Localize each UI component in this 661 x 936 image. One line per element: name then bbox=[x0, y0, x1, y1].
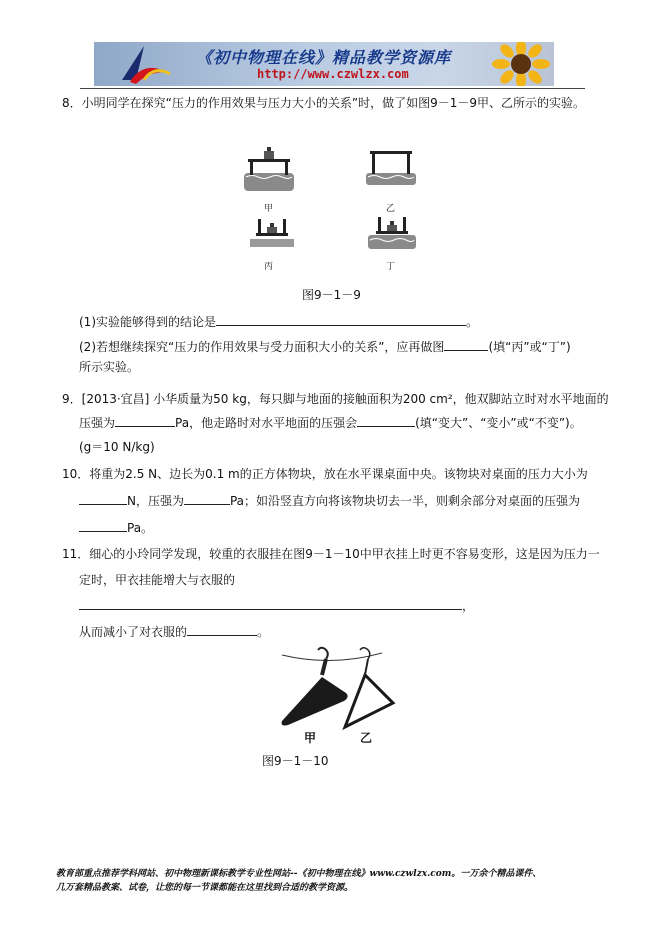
q11-line1: 11．细心的小玲同学发现，较重的衣服挂在图9－1－10中甲衣挂上时更不容易变形，这是因为压力一 bbox=[62, 547, 600, 561]
banner-title: 《初中物理在线》精品教学资源库 bbox=[196, 48, 452, 67]
q10-line2-b: Pa；如沿竖直方向将该物块切去一半，则剩余部分对桌面的压强为 bbox=[229, 494, 581, 508]
q8-part2-cont: 所示实验。 bbox=[79, 360, 140, 374]
header-divider bbox=[80, 88, 585, 89]
q9-line2-b: Pa，他走路时对水平地面的压强会 bbox=[175, 416, 358, 430]
fig-label-bing: 丙 bbox=[264, 262, 274, 272]
figure-caption-9-1-9: 图9－1－9 bbox=[302, 288, 361, 302]
figure-caption-9-1-10: 图9－1－10 bbox=[262, 754, 329, 768]
q11-line4-a: 从而减小了对衣服的 bbox=[79, 625, 188, 639]
apparatus-bing bbox=[250, 219, 294, 247]
q11-reason-blank[interactable] bbox=[79, 597, 462, 610]
banner-url[interactable]: http://www.czwlzx.com bbox=[257, 67, 409, 81]
fig-label-jia: 甲 bbox=[264, 204, 274, 214]
figure-9-1-10 bbox=[272, 645, 402, 745]
fig-label-yi: 乙 bbox=[386, 204, 396, 214]
apparatus-yi bbox=[366, 151, 416, 185]
q8-part2-answer-blank[interactable] bbox=[444, 338, 488, 351]
q10-line1: 10．将重为2.5 N、边长为0.1 m的正方体物块，放在水平课桌面中央。该物块对桌面的压力大小为 bbox=[62, 467, 588, 481]
q10-remaining-pressure-blank[interactable] bbox=[79, 519, 127, 532]
apparatus-jia bbox=[244, 147, 294, 191]
q9-line2-c: (填“变大”、“变小”或“不变”)。 bbox=[415, 416, 582, 430]
hanger-yi bbox=[345, 648, 393, 727]
q9-line3: (g＝10 N/kg) bbox=[79, 440, 155, 454]
fig-label-hanger-jia: 甲 bbox=[304, 731, 317, 745]
q11-effect-blank[interactable] bbox=[187, 623, 257, 636]
q9-line2-a: 压强为 bbox=[79, 416, 116, 430]
footer-line1: 教育部重点推荐学科网站、初中物理新课标教学专业性网站--《初中物理在线》www.czwlzx.com。一万余个精品课件、 bbox=[56, 869, 542, 879]
q11-line2: 定时，甲衣挂能增大与衣服的 bbox=[79, 573, 236, 587]
site-banner bbox=[94, 42, 554, 86]
q9-change-blank[interactable] bbox=[357, 414, 415, 427]
q9-pressure-blank[interactable] bbox=[115, 414, 175, 427]
hanger-jia bbox=[282, 648, 348, 726]
q10-pressure-blank[interactable] bbox=[184, 492, 230, 505]
fig-label-ding: 丁 bbox=[386, 262, 396, 272]
fig-label-hanger-yi: 乙 bbox=[360, 731, 373, 745]
q8-part2-text: (2)若想继续探究“压力的作用效果与受力面积大小的关系”，应再做图 bbox=[79, 340, 445, 354]
q9-line1: 9．[2013·宜昌] 小华质量为50 kg，每只脚与地面的接触面积为200 cm²，他双脚站立时对水平地面的 bbox=[62, 392, 609, 406]
footer-line2: 几万套精品教案、试卷，让您的每一节课都能在这里找到合适的教学资源。 bbox=[56, 883, 354, 893]
sunflower-icon bbox=[486, 42, 554, 86]
q8-part1-text: (1)实验能够得到的结论是 bbox=[79, 315, 216, 329]
apparatus-ding bbox=[368, 217, 416, 249]
q10-line2-a: N，压强为 bbox=[127, 494, 184, 508]
q10-force-blank[interactable] bbox=[79, 492, 127, 505]
q8-part1-end: 。 bbox=[466, 315, 479, 329]
q11-line4-b: 。 bbox=[257, 625, 270, 639]
figure-9-1-9 bbox=[238, 143, 438, 293]
q10-line3: Pa。 bbox=[127, 521, 154, 535]
q8-stem: 8．小明同学在探究“压力的作用效果与压力大小的关系”时，做了如图9－1－9甲、乙所示的实验。 bbox=[62, 96, 585, 110]
q8-part1-answer-blank[interactable] bbox=[216, 313, 466, 326]
site-logo-icon bbox=[114, 42, 174, 86]
q8-part2-hint: (填“丙”或“丁”) bbox=[488, 340, 571, 354]
q11-line3-end: ， bbox=[462, 599, 475, 613]
